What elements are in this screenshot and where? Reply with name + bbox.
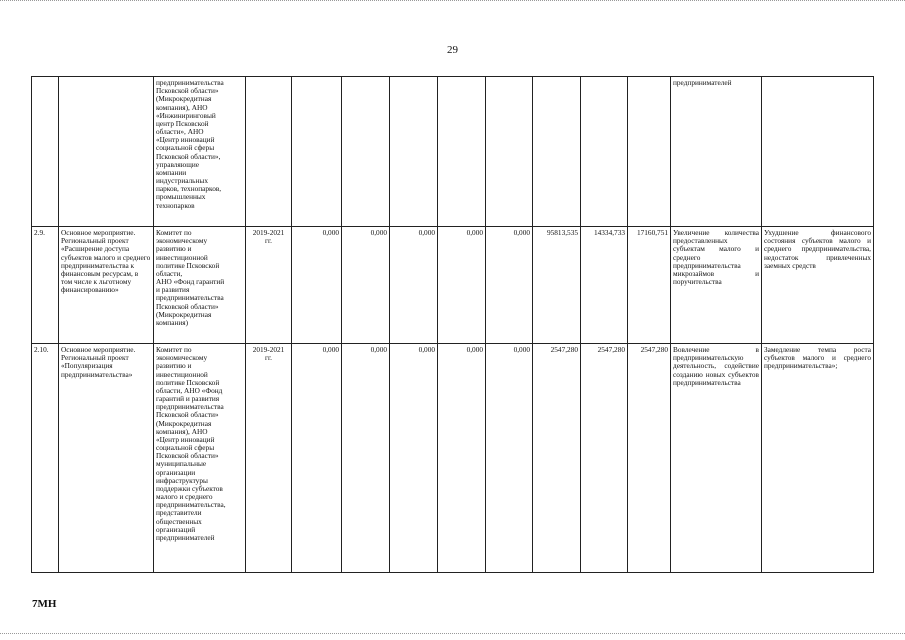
cell-v8 bbox=[628, 77, 671, 227]
cell-v7: 2547,280 bbox=[581, 344, 628, 573]
cell-measure bbox=[59, 77, 154, 227]
cell-v5 bbox=[486, 77, 533, 227]
cell-risk: Замедление темпа роста субъектов малого и среднего предпринимательства»; bbox=[762, 344, 874, 573]
page-number: 29 bbox=[447, 44, 458, 56]
cell-measure: Основное мероприятие. Региональный проект «Популяризация предпринимательства» bbox=[59, 344, 154, 573]
cell-v8: 17160,751 bbox=[628, 227, 671, 344]
cell-num bbox=[32, 77, 59, 227]
cell-measure: Основное мероприятие. Региональный проект «Расширение доступа субъектов малого и среднего предпринимательства к финансовым ресурсам, в том числе к льготному финансированию» bbox=[59, 227, 154, 344]
cell-v1: 0,000 bbox=[292, 227, 342, 344]
cell-period: 2019-2021 гг. bbox=[246, 344, 292, 573]
cell-executor: Комитет по экономическому развитию и инвестиционной политике Псковской области, АНО «Фонд гарантий и развития предпринимательства Псковской области» (Микрокредитная компания), АНО «Центр инноваций социальной сферы Псковской области» муниципальные организации инфраструктуры поддержки субъектов малого и среднего предпринимательства, представители общественных организаций предпринимателей bbox=[154, 344, 246, 573]
cell-v4: 0,000 bbox=[438, 227, 486, 344]
cell-v5: 0,000 bbox=[486, 227, 533, 344]
cell-executor: Комитет по экономическому развитию и инвестиционной политике Псковской области, АНО «Фонд гарантий и развития предпринимательства Псковской области» (Микрокредитная компания) bbox=[154, 227, 246, 344]
cell-v3 bbox=[390, 77, 438, 227]
cell-risk: Ухудшение финансового состояния субъектов малого и среднего предпринимательства, недостаток привлеченных заемных средств bbox=[762, 227, 874, 344]
cell-v6: 2547,280 bbox=[533, 344, 581, 573]
cell-v5: 0,000 bbox=[486, 344, 533, 573]
cell-v2: 0,000 bbox=[342, 227, 390, 344]
cell-num: 2.9. bbox=[32, 227, 59, 344]
cell-v6: 95813,535 bbox=[533, 227, 581, 344]
cell-v2: 0,000 bbox=[342, 344, 390, 573]
cell-executor: предпринимательства Псковской области» (Микрокредитная компания), АНО «Инжиниринговый центр Псковской области», АНО «Центр инноваций социальной сферы Псковской области», управляющие компании индустриальных парков, технопарков, промышленных технопарков bbox=[154, 77, 246, 227]
cell-v4 bbox=[438, 77, 486, 227]
cell-period: 2019-2021 гг. bbox=[246, 227, 292, 344]
cell-result: Увеличение количества предоставленных субъектам малого и среднего предпринимательства микрозаймов и поручительства bbox=[671, 227, 762, 344]
table-row-2-10 bbox=[32, 344, 874, 573]
cell-result: Вовлечение в предпринимательскую деятельность, содействие созданию новых субъектов предпринимательства bbox=[671, 344, 762, 573]
cell-num: 2.10. bbox=[32, 344, 59, 573]
cell-risk bbox=[762, 77, 874, 227]
cell-v4: 0,000 bbox=[438, 344, 486, 573]
cell-v3: 0,000 bbox=[390, 227, 438, 344]
cell-v2 bbox=[342, 77, 390, 227]
page-bottom-edge bbox=[0, 633, 905, 634]
footer-code: 7МН bbox=[32, 598, 57, 610]
cell-v3: 0,000 bbox=[390, 344, 438, 573]
cell-v1: 0,000 bbox=[292, 344, 342, 573]
cell-v8: 2547,280 bbox=[628, 344, 671, 573]
cell-result: предпринимателей bbox=[671, 77, 762, 227]
cell-v7: 14334,733 bbox=[581, 227, 628, 344]
cell-v6 bbox=[533, 77, 581, 227]
cell-v1 bbox=[292, 77, 342, 227]
cell-period bbox=[246, 77, 292, 227]
table-row-2-9 bbox=[32, 227, 874, 344]
page-top-edge bbox=[0, 0, 905, 3]
cell-v7 bbox=[581, 77, 628, 227]
table-row-continued bbox=[32, 77, 874, 227]
program-measures-table bbox=[31, 76, 874, 573]
